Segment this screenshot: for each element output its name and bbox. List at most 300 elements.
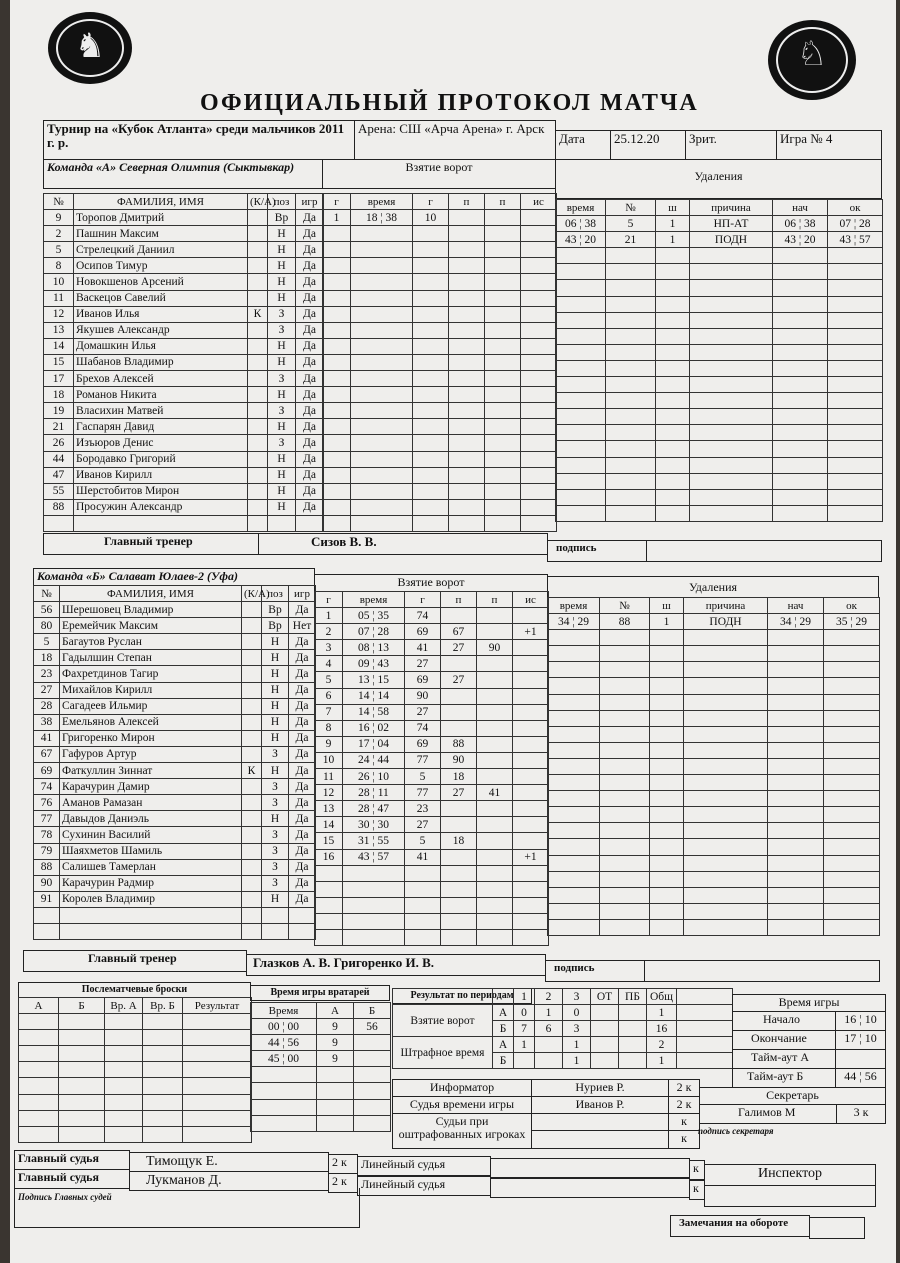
shootout-header-cell: Вр. Б [143, 998, 183, 1014]
table-row [323, 210, 557, 226]
penalty-start [773, 393, 828, 409]
table-row [34, 907, 316, 923]
player-role [248, 451, 268, 467]
goal-scorer: 69 [405, 624, 441, 640]
penalty-minutes [656, 296, 690, 312]
penalty-reason [684, 919, 768, 935]
penalty-reason [684, 630, 768, 646]
goal-scorer: 23 [405, 801, 441, 817]
table-row [19, 1094, 252, 1110]
player-role [248, 338, 268, 354]
shootout-cell [59, 1030, 105, 1046]
penalty-minutes [656, 264, 690, 280]
penalty-player [606, 264, 656, 280]
player-number: 88 [44, 499, 74, 515]
player-role [242, 859, 262, 875]
periods-title: Результат по периодам [392, 988, 532, 1004]
periods-team-letter: Б [493, 1053, 514, 1069]
player-number: 38 [34, 714, 60, 730]
goal-scorer [413, 403, 449, 419]
goal-assist-2 [477, 881, 513, 897]
penalty-minutes [650, 775, 684, 791]
player-position: Н [262, 891, 289, 907]
goal-time [351, 419, 413, 435]
goal-time [351, 483, 413, 499]
goal-situation: +1 [513, 849, 549, 865]
player-number: 76 [34, 795, 60, 811]
goal-time: 14 ¦ 58 [343, 704, 405, 720]
penalty-reason [690, 248, 773, 264]
penalty-minutes [656, 312, 690, 328]
table-row [44, 419, 324, 435]
goal-situation [521, 483, 557, 499]
player-role [248, 467, 268, 483]
player-name: Михайлов Кирилл [60, 682, 242, 698]
table-row [323, 306, 557, 322]
goal-number: 16 [315, 849, 343, 865]
penalty-reason [690, 328, 773, 344]
gk-a [317, 1083, 354, 1099]
goal-situation: +1 [513, 624, 549, 640]
goal-situation [513, 881, 549, 897]
goals-header-cell: ис [513, 592, 549, 608]
table-row [315, 688, 549, 704]
player-name: Салишев Тамерлан [60, 859, 242, 875]
team-b-coach-label: Главный тренер [23, 950, 247, 972]
main-refs-signature-field [14, 1188, 360, 1228]
penalty-judge-1 [531, 1113, 669, 1131]
goal-time [351, 338, 413, 354]
goal-time [351, 467, 413, 483]
penalty-time-b: 38 [584, 217, 597, 230]
penalty-start [773, 425, 828, 441]
penalty-end [828, 441, 883, 457]
goal-assist-2 [485, 226, 521, 242]
shootout-table [18, 997, 252, 1143]
penalty-minutes [656, 393, 690, 409]
player-name: Изъюров Денис [74, 435, 248, 451]
penalty-player [600, 775, 650, 791]
penalty-reason [690, 409, 773, 425]
goal-number: 6 [315, 688, 343, 704]
periods-extra [677, 1005, 733, 1021]
gk-b [354, 1115, 391, 1131]
shootout-header-cell: Вр. А [105, 998, 143, 1014]
penalty-reason [684, 903, 768, 919]
goal-time-b: 38 [385, 211, 398, 224]
penalty-time [556, 360, 606, 376]
team-a-coach: Сизов В. В. [258, 533, 548, 555]
table-row [315, 929, 549, 945]
goal-assist-1 [441, 865, 477, 881]
periods-row-label: Штрафное время [393, 1037, 493, 1069]
player-role [242, 875, 262, 891]
table-row [315, 624, 549, 640]
goal-number [323, 306, 351, 322]
table-row [548, 791, 880, 807]
player-name: Иванов Кирилл [74, 467, 248, 483]
player-played: Да [289, 891, 316, 907]
goal-time-a: 31 [357, 834, 370, 847]
player-name: Сагадеев Ильмир [60, 698, 242, 714]
penalty-start [773, 280, 828, 296]
penalties-header-cell: № [600, 598, 650, 614]
gk-b [354, 1051, 391, 1067]
player-played: Да [289, 859, 316, 875]
goal-assist-1 [449, 435, 485, 451]
penalty-end [824, 742, 880, 758]
player-name: Гафуров Артур [60, 746, 242, 762]
goal-time-a: 14 [357, 690, 370, 703]
penalty-end: 43 ¦ 57 [828, 232, 883, 248]
player-name: Шерстобитов Мирон [74, 483, 248, 499]
table-row [44, 322, 324, 338]
penalty-end [824, 662, 880, 678]
goal-scorer [413, 435, 449, 451]
shootout-cell [143, 1078, 183, 1094]
goal-time [351, 371, 413, 387]
player-position: Н [268, 274, 296, 290]
team-b-penalties-title: Удаления [547, 576, 879, 598]
end-label: Окончание [732, 1030, 836, 1050]
gk-b [354, 1083, 391, 1099]
player-played: Да [289, 875, 316, 891]
penalty-end [828, 457, 883, 473]
goal-assist-2 [477, 801, 513, 817]
shootout-cell [59, 1110, 105, 1126]
period-value [514, 1053, 535, 1069]
main-ref-2-name: Лукманов Д. [129, 1171, 329, 1191]
penalty-player [606, 360, 656, 376]
player-played: Да [296, 435, 324, 451]
table-row [548, 630, 880, 646]
penalty-start [768, 775, 824, 791]
goal-time: 24 ¦ 44 [343, 752, 405, 768]
penalty-end [824, 775, 880, 791]
penalty-reason [690, 280, 773, 296]
goal-time: 43 ¦ 57 [343, 849, 405, 865]
goal-assist-1 [449, 274, 485, 290]
goal-number: 9 [315, 736, 343, 752]
goal-time-a: 28 [358, 786, 370, 799]
goal-assist-2 [477, 913, 513, 929]
penalty-time [556, 489, 606, 505]
goal-assist-1 [449, 258, 485, 274]
penalty-end [824, 678, 880, 694]
table-row [556, 280, 883, 296]
penalties-header-cell: причина [690, 200, 773, 216]
penalty-minutes [650, 823, 684, 839]
penalty-minutes: 1 [650, 614, 684, 630]
player-role [248, 419, 268, 435]
goals-header-cell: п [477, 592, 513, 608]
player-position: Н [262, 666, 289, 682]
player-position: Н [262, 763, 289, 779]
penalty-minutes [656, 280, 690, 296]
player-number: 28 [34, 698, 60, 714]
start-hh: 16 [844, 1012, 857, 1026]
penalty-start [768, 855, 824, 871]
goal-time [343, 929, 405, 945]
goal-assist-2 [477, 849, 513, 865]
player-played: Да [289, 763, 316, 779]
goals-header-cell: ис [521, 194, 557, 210]
player-played: Да [296, 467, 324, 483]
penalty-start [773, 248, 828, 264]
page-title: ОФИЦИАЛЬНЫЙ ПРОТОКОЛ МАТЧА [200, 90, 699, 116]
goal-number [315, 913, 343, 929]
goal-time [351, 258, 413, 274]
periods-extra [677, 989, 733, 1005]
penalty-time-a: 06 [564, 217, 577, 230]
spectators-label: Зрит. [685, 130, 777, 160]
player-number: 80 [34, 618, 60, 634]
date-label: Дата [555, 130, 611, 160]
main-ref-2-cat: 2 к [328, 1173, 358, 1193]
goal-time-a: 28 [357, 802, 370, 815]
table-row [548, 678, 880, 694]
player-played: Да [289, 698, 316, 714]
table-row [548, 839, 880, 855]
start-mm: 10 [864, 1012, 877, 1026]
penalty-player [606, 473, 656, 489]
timekeeper-label: Судья времени игры [392, 1096, 532, 1114]
goal-time [351, 290, 413, 306]
player-name: Романов Никита [74, 387, 248, 403]
player-played: Да [296, 274, 324, 290]
penalty-player [600, 919, 650, 935]
table-row [34, 714, 316, 730]
player-position: Н [268, 258, 296, 274]
goal-situation [521, 354, 557, 370]
goal-number: 3 [315, 640, 343, 656]
penalty-time [556, 393, 606, 409]
player-played: Да [289, 730, 316, 746]
goals-header-cell: г [405, 592, 441, 608]
table-row [315, 752, 549, 768]
player-number: 10 [44, 274, 74, 290]
penalty-end [828, 344, 883, 360]
goal-time: 26 ¦ 10 [343, 769, 405, 785]
table-row [323, 371, 557, 387]
player-role [242, 666, 262, 682]
goal-time [351, 515, 413, 531]
penalty-time [548, 630, 600, 646]
goal-scorer: 27 [405, 817, 441, 833]
penalty-end [824, 791, 880, 807]
goal-time: 30 ¦ 30 [343, 817, 405, 833]
penalty-player [606, 296, 656, 312]
penalty-player [600, 726, 650, 742]
table-row [44, 354, 324, 370]
table-row [34, 682, 316, 698]
table-row [34, 634, 316, 650]
penalty-minutes [656, 360, 690, 376]
gk-time: 44 ¦ 56 [251, 1035, 317, 1051]
player-position: З [262, 875, 289, 891]
goal-time-b: 57 [377, 851, 390, 864]
goal-assist-1 [441, 801, 477, 817]
penalty-end [828, 409, 883, 425]
penalty-time [548, 758, 600, 774]
goal-assist-1 [441, 849, 477, 865]
player-position [262, 907, 289, 923]
player-position: Н [268, 387, 296, 403]
table-row [34, 875, 316, 891]
penalties-header-cell: время [556, 200, 606, 216]
team-b-signature-field [644, 960, 880, 982]
shootout-cell [143, 1126, 183, 1142]
goal-time: 31 ¦ 55 [343, 833, 405, 849]
player-played: Да [296, 371, 324, 387]
penalty-reason: ПОДН [684, 614, 768, 630]
table-row [44, 435, 324, 451]
penalty-minutes [656, 489, 690, 505]
player-name: Просужин Александр [74, 499, 248, 515]
team-a-penalties [555, 199, 883, 522]
penalty-end: 35 ¦ 29 [824, 614, 880, 630]
goal-assist-1 [441, 929, 477, 945]
gk-time-b: 00 [287, 1020, 300, 1033]
player-played: Да [296, 306, 324, 322]
penalty-time: 06 ¦ 38 [556, 216, 606, 232]
player-position: Н [268, 354, 296, 370]
goal-assist-1: 27 [441, 640, 477, 656]
player-position: Н [268, 451, 296, 467]
periods-team-letter: А [493, 1005, 514, 1021]
penalty-player [600, 630, 650, 646]
shootout-cell [105, 1110, 143, 1126]
periods-team-letter: Б [493, 1021, 514, 1037]
player-played: Да [289, 779, 316, 795]
penalty-start-a: 43 [784, 233, 796, 246]
table-row [34, 859, 316, 875]
penalty-reason [684, 791, 768, 807]
team-b-penalties [547, 597, 880, 936]
player-position: Н [268, 499, 296, 515]
timeout-b-mm: 56 [864, 1069, 877, 1083]
periods-extra [677, 1021, 733, 1037]
player-position: Н [268, 226, 296, 242]
goal-time-b: 15 [377, 674, 390, 687]
player-number [34, 907, 60, 923]
table-row [44, 290, 324, 306]
penalty-time [556, 473, 606, 489]
table-row [34, 923, 316, 939]
shootout-cell [59, 1062, 105, 1078]
goal-number [315, 881, 343, 897]
table-row [548, 919, 880, 935]
player-number: 56 [34, 602, 60, 618]
penalty-reason [690, 377, 773, 393]
player-role [242, 827, 262, 843]
penalty-minutes [650, 903, 684, 919]
player-name [74, 515, 248, 531]
player-number: 5 [34, 634, 60, 650]
goal-scorer [413, 258, 449, 274]
table-row [548, 726, 880, 742]
player-name: Стрелецкий Даниил [74, 242, 248, 258]
remarks-label: Замечания на обороте [670, 1215, 810, 1237]
periods-table [392, 988, 733, 1069]
goal-assist-2 [477, 752, 513, 768]
goal-time: 28 ¦ 11 [343, 785, 405, 801]
penalty-player [606, 312, 656, 328]
penalty-minutes [656, 248, 690, 264]
penalties-header-cell: причина [684, 598, 768, 614]
table-row [44, 371, 324, 387]
goal-time [343, 897, 405, 913]
penalty-start [768, 694, 824, 710]
player-played: Да [296, 258, 324, 274]
penalty-time [548, 710, 600, 726]
gk-b [354, 1035, 391, 1051]
goal-assist-1 [449, 338, 485, 354]
goal-assist-2 [485, 403, 521, 419]
penalty-time [556, 296, 606, 312]
goal-time: 05 ¦ 35 [343, 608, 405, 624]
player-role: К [242, 763, 262, 779]
player-number: 18 [44, 387, 74, 403]
goal-assist-2 [485, 387, 521, 403]
goal-assist-2 [477, 769, 513, 785]
penalties-header-cell: нач [768, 598, 824, 614]
periods-row-label: Взятие ворот [393, 1005, 493, 1037]
goal-assist-2 [485, 371, 521, 387]
penalty-start-a: 06 [784, 217, 796, 230]
shootout-cell [183, 1126, 252, 1142]
goal-time-b: 55 [377, 834, 390, 847]
penalty-end [828, 489, 883, 505]
goal-assist-1: 27 [441, 672, 477, 688]
goal-time [351, 274, 413, 290]
penalty-end [824, 855, 880, 871]
table-row [548, 903, 880, 919]
goal-time-b: 35 [377, 609, 390, 622]
penalty-reason [690, 457, 773, 473]
penalty-time: 34 ¦ 29 [548, 614, 600, 630]
table-row [315, 656, 549, 672]
penalty-time [548, 887, 600, 903]
player-role [242, 682, 262, 698]
player-played [289, 907, 316, 923]
period-header-cell: ОТ [591, 989, 619, 1005]
penalty-end [824, 807, 880, 823]
goal-assist-1 [449, 210, 485, 226]
start-time: 16 ¦ 10 [835, 1011, 886, 1031]
penalty-minutes [656, 441, 690, 457]
shootout-cell [183, 1046, 252, 1062]
goal-assist-2 [485, 483, 521, 499]
shootout-cell [183, 1014, 252, 1030]
team-b-goals [314, 591, 549, 946]
goal-time [343, 865, 405, 881]
player-played: Да [289, 714, 316, 730]
player-position: Н [262, 682, 289, 698]
goal-time: 17 ¦ 04 [343, 736, 405, 752]
penalty-minutes [656, 328, 690, 344]
period-value [591, 1053, 619, 1069]
table-row [548, 887, 880, 903]
penalty-start [768, 710, 824, 726]
player-position [268, 515, 296, 531]
table-row [44, 499, 324, 515]
player-number: 5 [44, 242, 74, 258]
goal-assist-2 [477, 865, 513, 881]
goal-assist-1 [441, 656, 477, 672]
main-ref-label-1: Главный судья [14, 1150, 130, 1170]
goal-time: 07 ¦ 28 [343, 624, 405, 640]
